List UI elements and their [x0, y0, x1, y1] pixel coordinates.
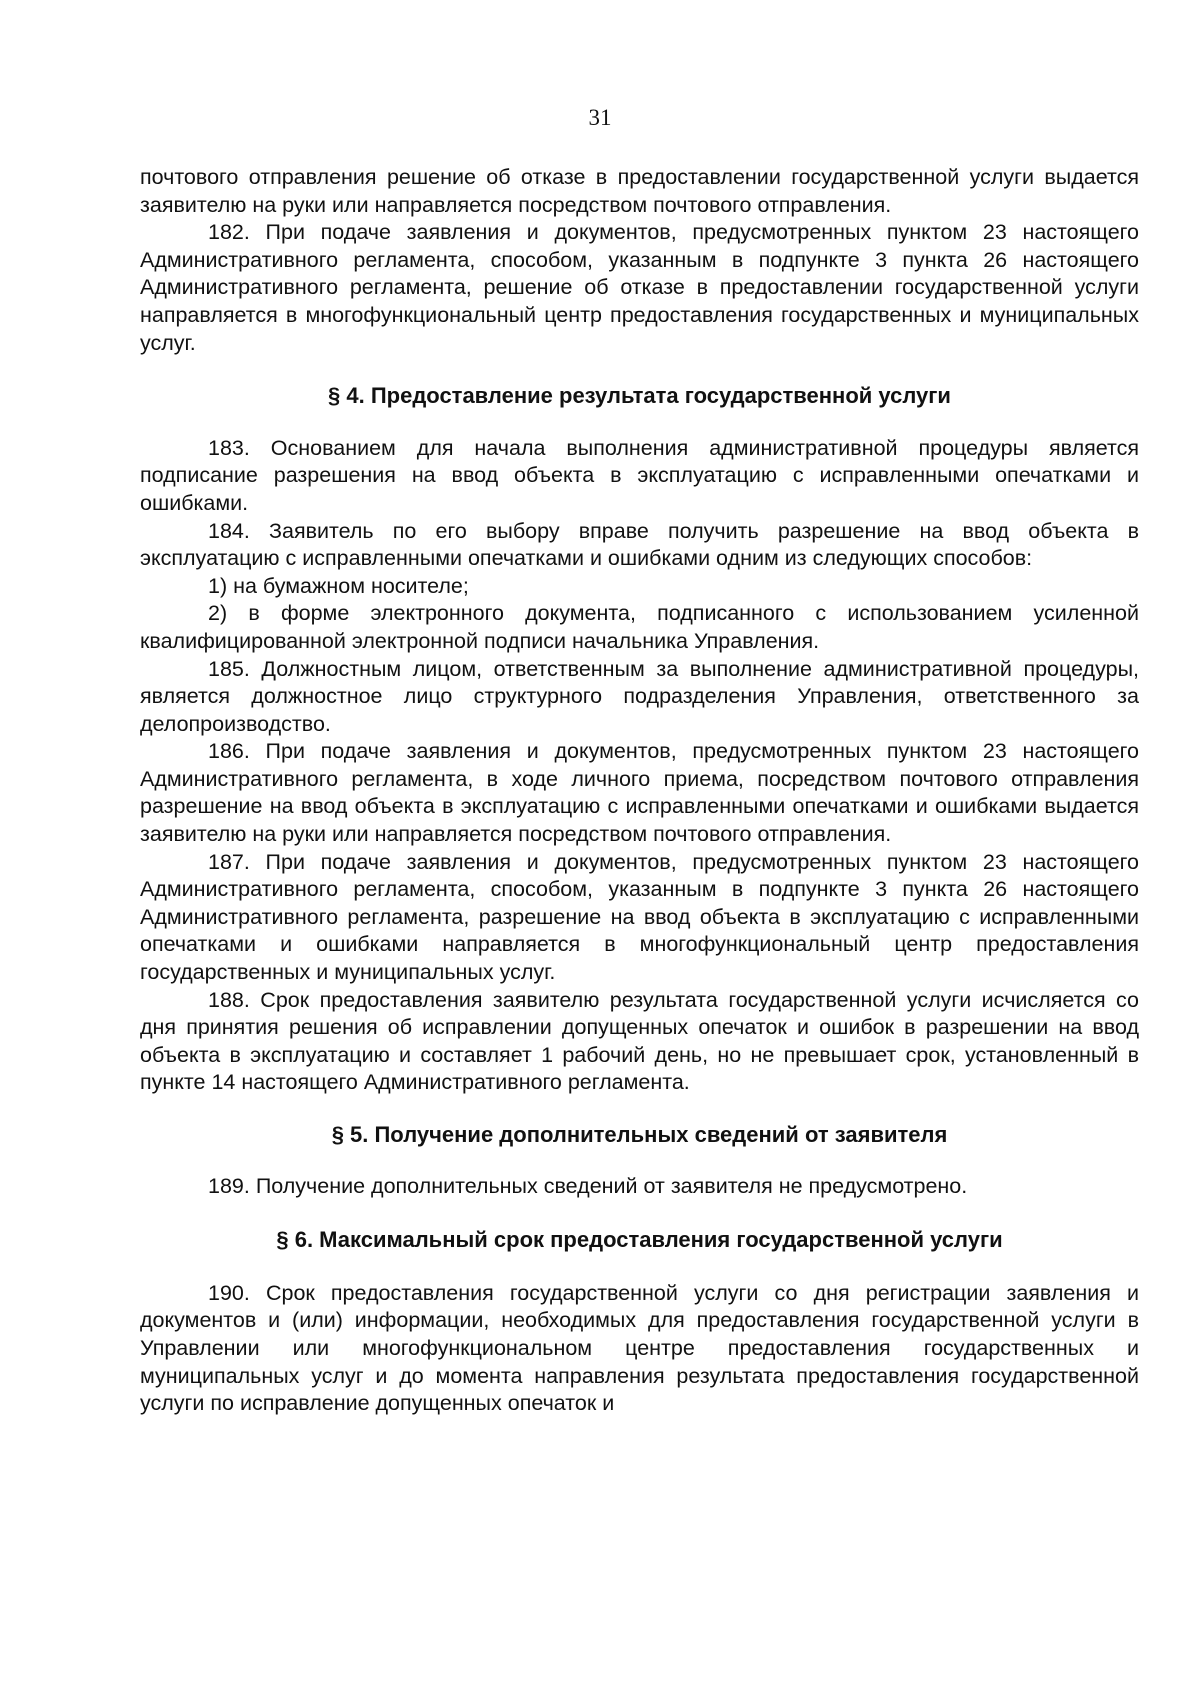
section-5-heading: § 5. Получение дополнительных сведений от заявителя: [331, 1122, 948, 1147]
paragraph-182: 182. При подаче заявления и документов, предусмотренных пунктом 23 настоящего Административного регламента, способом, указанным в подпункте 3 пункта 26 настоящего Административного регламента, решение об отказе в предоставлении государственной услуги направляется в многофункциональный центр предоставления государственных и муниципальных услуг.: [140, 220, 1139, 355]
paragraph-183: 183. Основанием для начала выполнения административной процедуры является подписание разрешения на ввод объекта в эксплуатацию с исправленными опечатками и ошибками.: [140, 435, 1139, 515]
list-item-2: 2) в форме электронного документа, подписанного с использованием усиленной квалифицированной электронной подписи начальника Управления.: [140, 601, 1139, 653]
paragraph-190: 190. Срок предоставления государственной услуги со дня регистрации заявления и документов и (или) информации, необходимых для предоставления государственной услуги в Управлении или многофункциональном центре предоставления государственных и муниципальных услуг и до момента направления результата предоставления государственной услуги по исправление допущенных опечаток и: [140, 1280, 1139, 1416]
page-number: 31: [588, 105, 612, 130]
paragraph-189: 189. Получение дополнительных сведений от заявителя не предусмотрено.: [208, 1173, 968, 1198]
paragraph-continuation: почтового отправления решение об отказе в предоставлении государственной услуги выдается заявителю на руки или направляется посредством почтового отправления.: [140, 165, 1139, 217]
paragraph-186: 186. При подаче заявления и документов, предусмотренных пунктом 23 настоящего Административного регламента, в ходе личного приема, посредством почтового отправления разрешение на ввод объекта в эксплуатацию с исправленными опечатками и ошибками выдается заявителю на руки или направляется посредством почтового отправления.: [140, 739, 1139, 847]
section-4-heading: § 4. Предоставление результата государственной услуги: [328, 383, 951, 409]
list-item-1: 1) на бумажном носителе;: [208, 573, 469, 598]
paragraph-188: 188. Срок предоставления заявителю результата государственной услуги исчисляется со дня принятия решения об исправлении допущенных опечаток и ошибок в разрешении на ввод объекта в эксплуатацию и составляет 1 рабочий день, но не превышает срок, установленный в пункте 14 настоящего Административного регламента.: [140, 987, 1139, 1095]
section-6-heading: § 6. Максимальный срок предоставления государственной услуги: [276, 1227, 1003, 1253]
document-body: [140, 164, 1139, 1418]
paragraph-184: 184. Заявитель по его выбору вправе получить разрешение на ввод объекта в эксплуатацию с исправленными опечатками и ошибками одним из следующих способов:: [140, 518, 1139, 571]
paragraph-187: 187. При подаче заявления и документов, предусмотренных пунктом 23 настоящего Административного регламента, способом, указанным в подпункте 3 пункта 26 настоящего Административного регламента, разрешение на ввод объекта в эксплуатацию с исправленными опечатками и ошибками направляется в многофункциональный центр предоставления государственных и муниципальных услуг.: [140, 849, 1139, 985]
paragraph-185: 185. Должностным лицом, ответственным за выполнение административной процедуры, является должностное лицо структурного подразделения Управления, ответственного за делопроизводство.: [140, 656, 1139, 736]
